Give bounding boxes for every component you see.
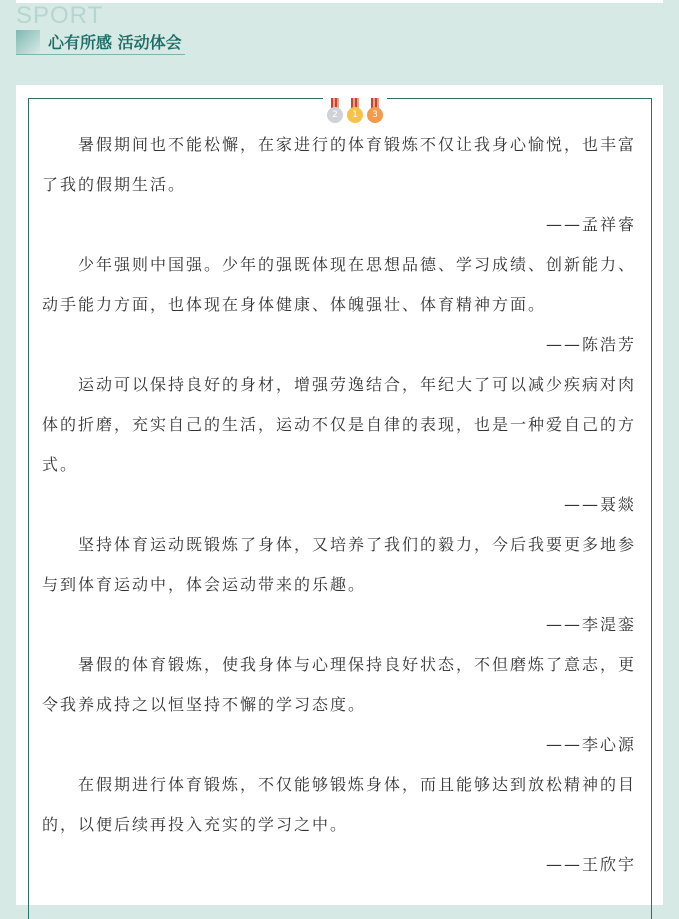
reflection-author: ——李心源 (545, 735, 636, 754)
reflection-text: 暑假的体育锻炼，使我身体与心理保持良好状态，不但磨炼了意志，更令我养成持之以恒坚持不懈的学习态度。 (42, 655, 637, 714)
bronze-medal-icon: 3 (367, 98, 383, 126)
reflection-author: ——聂燚 (563, 495, 636, 514)
title-square-icon (16, 30, 40, 54)
medals-decoration (323, 98, 387, 126)
silver-medal-icon: 2 (327, 98, 343, 126)
top-divider (16, 0, 663, 3)
gold-medal-icon: 1 (347, 98, 363, 126)
section-header (16, 30, 185, 55)
reflection-author: ——孟祥睿 (545, 215, 636, 234)
reflection-author: ——李湜銮 (545, 615, 636, 634)
reflection-text: 在假期进行体育锻炼，不仅能够锻炼身体，而且能够达到放松精神的目的，以便后续再投入充实的学习之中。 (42, 775, 637, 834)
reflection-text: 运动可以保持良好的身材，增强劳逸结合，年纪大了可以减少疾病对肉体的折磨，充实自己的生活，运动不仅是自律的表现，也是一种爱自己的方式。 (42, 375, 637, 474)
reflection-author: ——陈浩芳 (545, 335, 636, 354)
reflection-text: 少年强则中国强。少年的强既体现在思想品德、学习成绩、创新能力、动手能力方面，也体现在身体健康、体魄强壮、体育精神方面。 (42, 255, 637, 314)
reflection-author: ——王欣宇 (545, 855, 636, 874)
content-card (16, 85, 663, 905)
section-label: SPORT (16, 2, 104, 29)
section-title: 心有所感 活动体会 (48, 33, 182, 52)
reflection-text: 坚持体育运动既锻炼了身体，又培养了我们的毅力，今后我要更多地参与到体育运动中，体会运动带来的乐趣。 (42, 535, 637, 594)
reflection-text: 暑假期间也不能松懈，在家进行的体育锻炼不仅让我身心愉悦，也丰富了我的假期生活。 (42, 135, 637, 194)
reflections (42, 125, 636, 885)
